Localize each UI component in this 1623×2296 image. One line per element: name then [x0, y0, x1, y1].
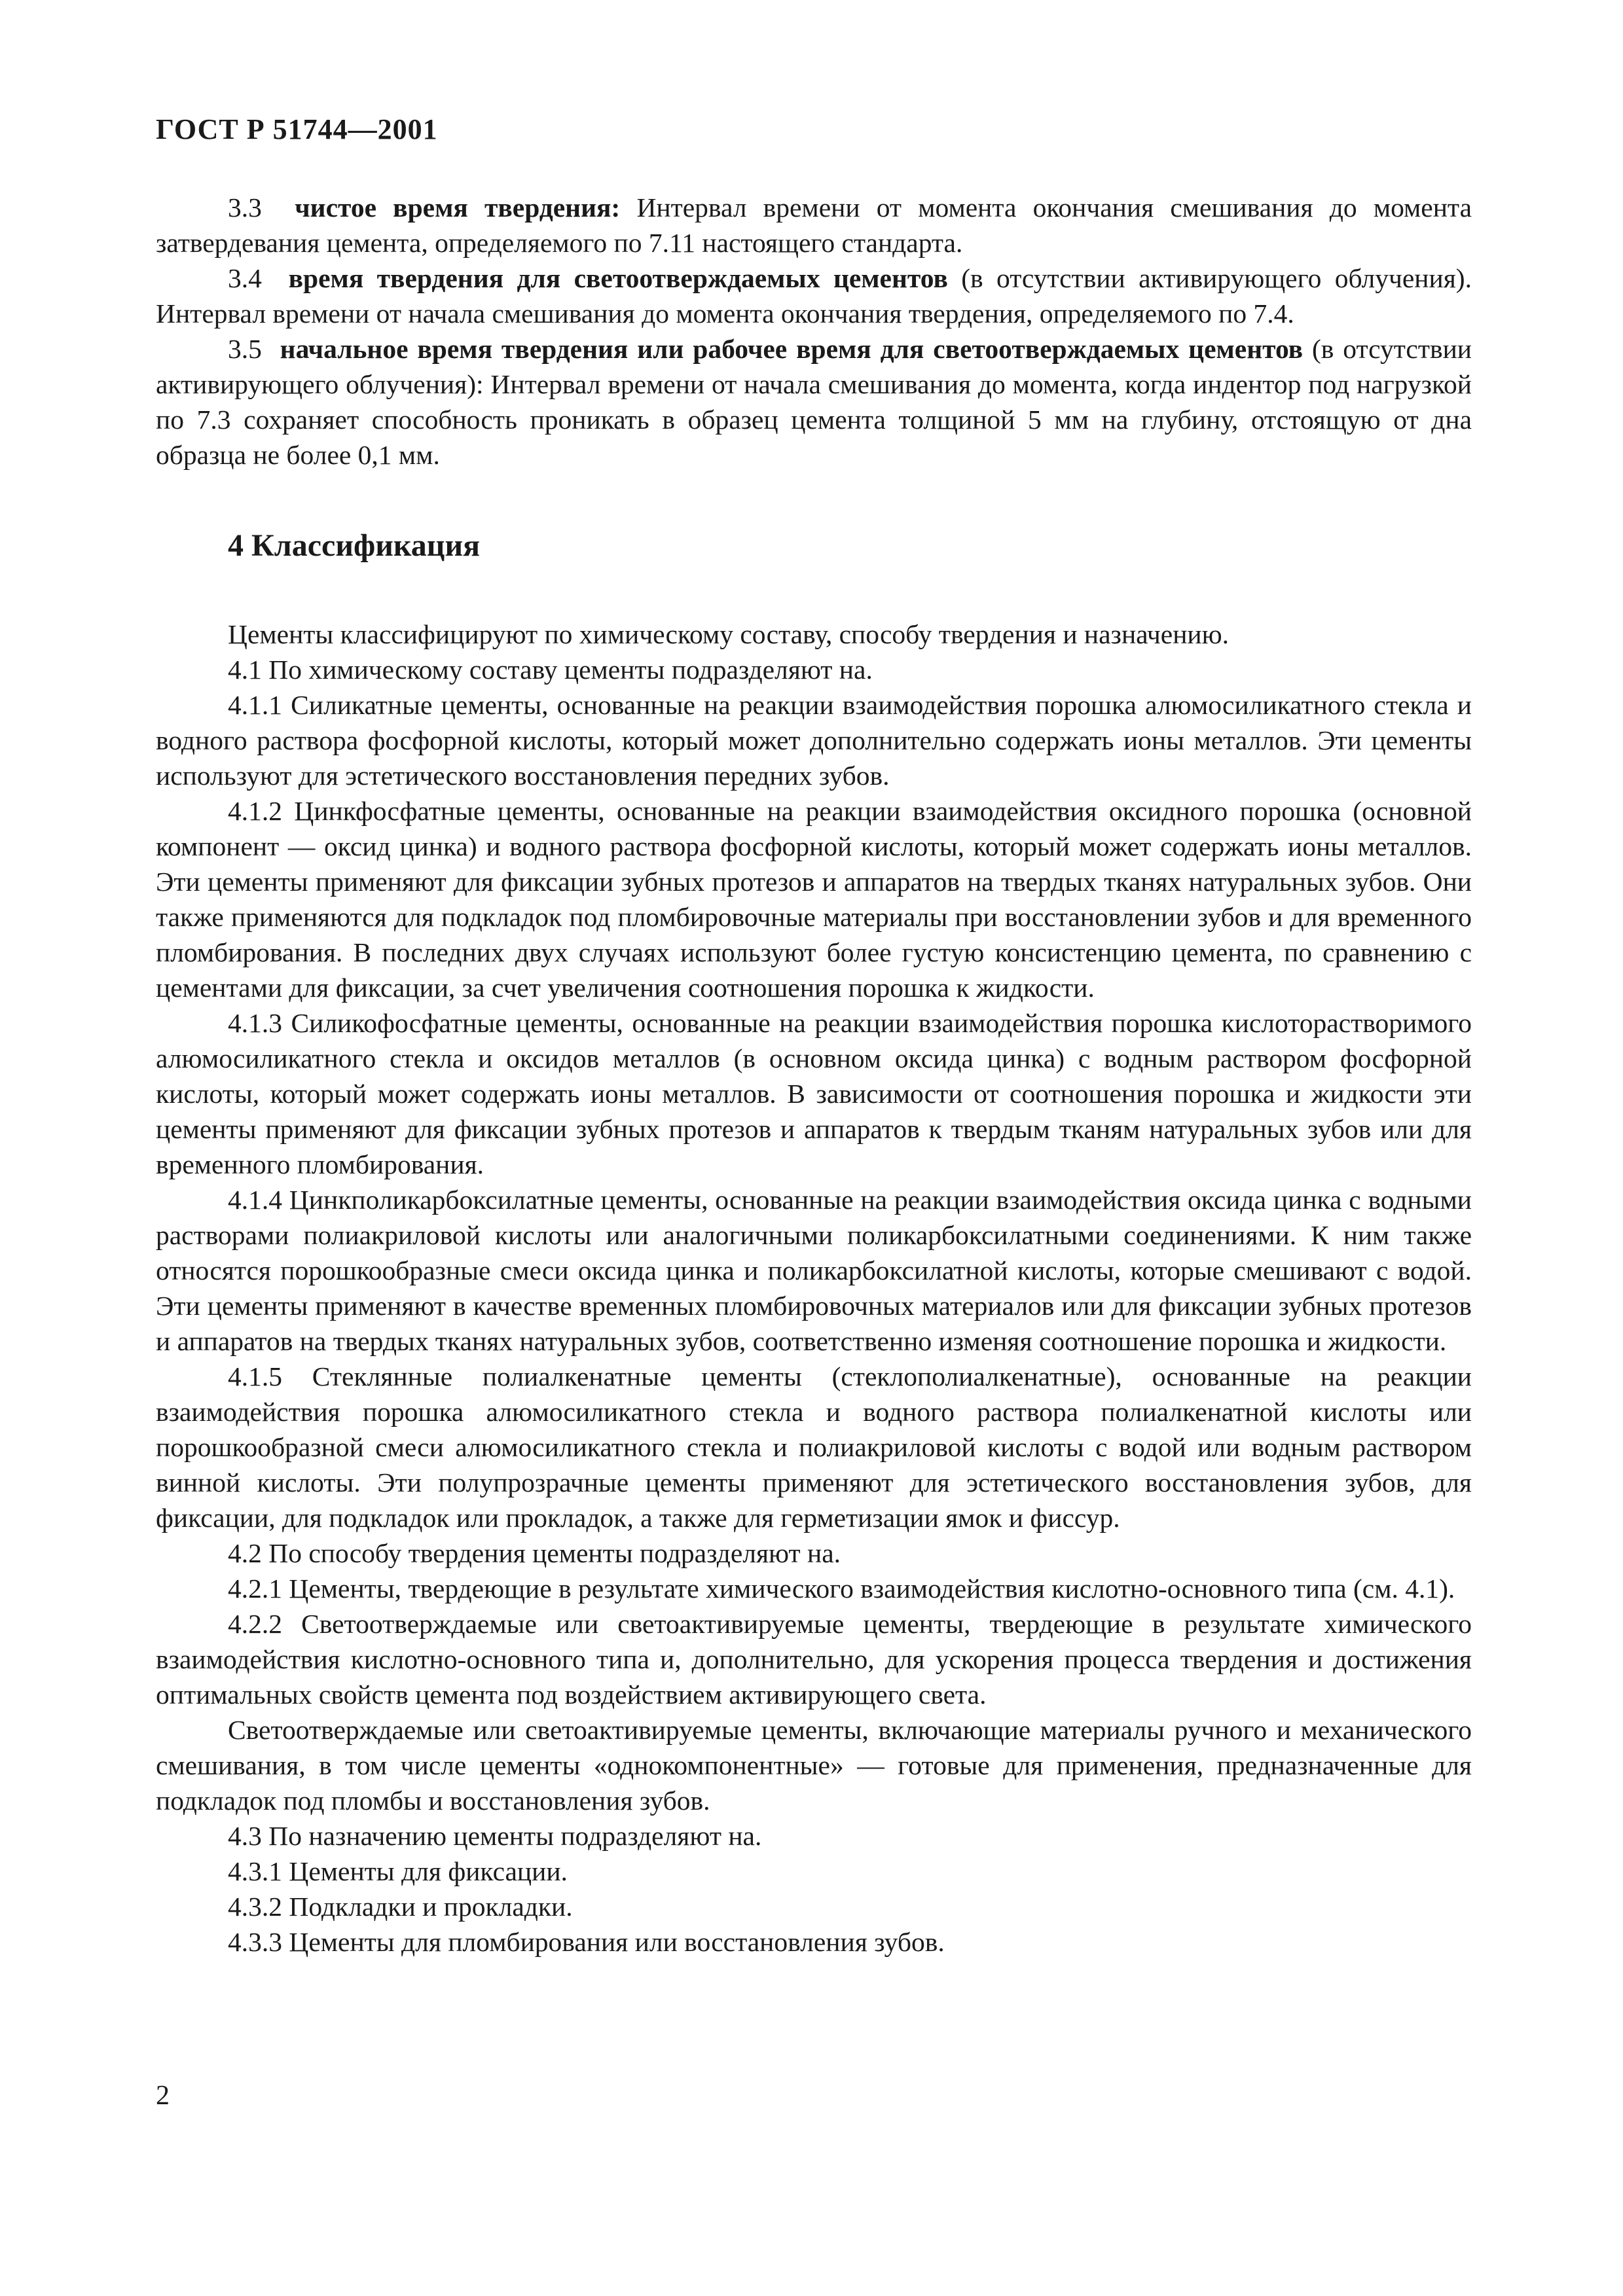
paragraph: 4.1.1 Силикатные цементы, основанные на реакции взаимодействия порошка алюмосиликатного стекла и водного раствора фосфорной кислоты, который может дополнительно содержать ионы металлов. Эти цементы используют для эстетического восстановления передних зубов. [156, 690, 1472, 791]
definition-3-3 [156, 190, 1472, 260]
paragraph: 4.3.2 Подкладки и прокладки. [228, 1892, 573, 1922]
definition-term: чистое время твердения: [295, 192, 621, 223]
definition-term: время твердения для светоотверждаемых цементов [288, 263, 948, 293]
definition-term: начальное время твердения или рабочее время для светоотверждаемых цементов [280, 334, 1304, 364]
page-number: 2 [156, 2081, 170, 2111]
paragraph: 4.1.3 Силикофосфатные цементы, основанные на реакции взаимодействия порошка кислоторастворимого алюмосиликатного стекла и оксидов металлов (в основном оксида цинка) с водным раствором фосфорной кислоты, который может содержать ионы металлов. В зависимости от соотношения порошка и жидкости эти цементы применяют для фиксации зубных протезов и аппаратов к твердым тканям натуральных зубов или для временного пломбирования. [156, 1008, 1472, 1179]
definition-text: Интервал времени от момента окончания смешивания до момента затвердевания цемента, определяемого по 7.11 настоящего стандарта. [156, 192, 1472, 258]
paragraph: 4.2.1 Цементы, твердеющие в результате химического взаимодействия кислотно-основного типа (см. 4.1). [228, 1573, 1455, 1604]
definition-text: (в отсутствии активирующего облучения). Интервал времени от начала смешивания до момента окончания твердения, определяемого по 7.4. [156, 263, 1472, 329]
definition-3-5 [156, 331, 1472, 473]
paragraph: 4.2.2 Светоотверждаемые или светоактивируемые цементы, твердеющие в результате химического взаимодействия кислотно-основного типа и, дополнительно, для ускорения процесса твердения и достижения оптимальных свойств цемента под воздействием активирующего света. [156, 1609, 1472, 1710]
paragraph: Цементы классифицируют по химическому составу, способу твердения и назначению. [228, 619, 1229, 649]
definition-3-4 [156, 260, 1472, 331]
document-header: ГОСТ Р 51744—2001 [156, 113, 438, 145]
document-body [156, 190, 1472, 1960]
paragraph: 4.3.1 Цементы для фиксации. [228, 1856, 568, 1886]
paragraph: Светоотверждаемые или светоактивируемые цементы, включающие материалы ручного и механического смешивания, в том числе цементы «однокомпонентные» — готовые для применения, предназначенные для подкладок под пломбы и восстановления зубов. [156, 1715, 1472, 1816]
paragraph: 4.2 По способу твердения цементы подразделяют на. [228, 1538, 841, 1568]
definition-number: 3.5 [228, 334, 262, 364]
paragraph: 4.3.3 Цементы для пломбирования или восстановления зубов. [228, 1927, 945, 1957]
paragraph: 4.1.2 Цинкфосфатные цементы, основанные на реакции взаимодействия оксидного порошка (основной компонент — оксид цинка) и водного раствора фосфорной кислоты, который может содержать ионы металлов. Эти цементы применяют для фиксации зубных протезов и аппаратов на твердых тканях натуральных зубов. Они также применяются для подкладок под пломбировочные материалы при восстановлении зубов и для временного пломбирования. В последних двух случаях используют более густую консистенцию цемента, по сравнению с цементами для фиксации, за счет увеличения соотношения порошка к жидкости. [156, 796, 1472, 1003]
definition-number: 3.3 [228, 192, 262, 223]
section-heading: 4 Классификация [228, 528, 481, 563]
paragraph: 4.3 По назначению цементы подразделяют на. [228, 1821, 762, 1851]
definition-number: 3.4 [228, 263, 262, 293]
paragraph: 4.1.5 Стеклянные полиалкенатные цементы (стеклополиалкенатные), основанные на реакции взаимодействия порошка алюмосиликатного стекла и водного раствора полиалкенатной кислоты или порошкообразной смеси алюмосиликатного стекла и полиакриловой кислоты с водой или водным раствором винной кислоты. Эти полупрозрачные цементы применяют для эстетического восстановления зубов, для фиксации, для подкладок или прокладок, а также для герметизации ямок и фиссур. [156, 1361, 1472, 1533]
paragraph: 4.1 По химическому составу цементы подразделяют на. [228, 655, 873, 685]
paragraph: 4.1.4 Цинкполикарбоксилатные цементы, основанные на реакции взаимодействия оксида цинка с водными растворами полиакриловой кислоты или аналогичными поликарбоксилатными соединениями. К ним также относятся порошкообразные смеси оксида цинка и поликарбоксилатной кислоты, которые смешивают с водой. Эти цементы применяют в качестве временных пломбировочных материалов или для фиксации зубных протезов и аппаратов на твердых тканях натуральных зубов, соответственно изменяя соотношение порошка и жидкости. [156, 1185, 1472, 1356]
definition-text: (в отсутствии активирующего облучения): Интервал времени от начала смешивания до момента, когда индентор под нагрузкой по 7.3 сохраняет способность проникать в образец цемента толщиной 5 мм на глубину, отстоящую от дна образца не более 0,1 мм. [156, 334, 1472, 470]
